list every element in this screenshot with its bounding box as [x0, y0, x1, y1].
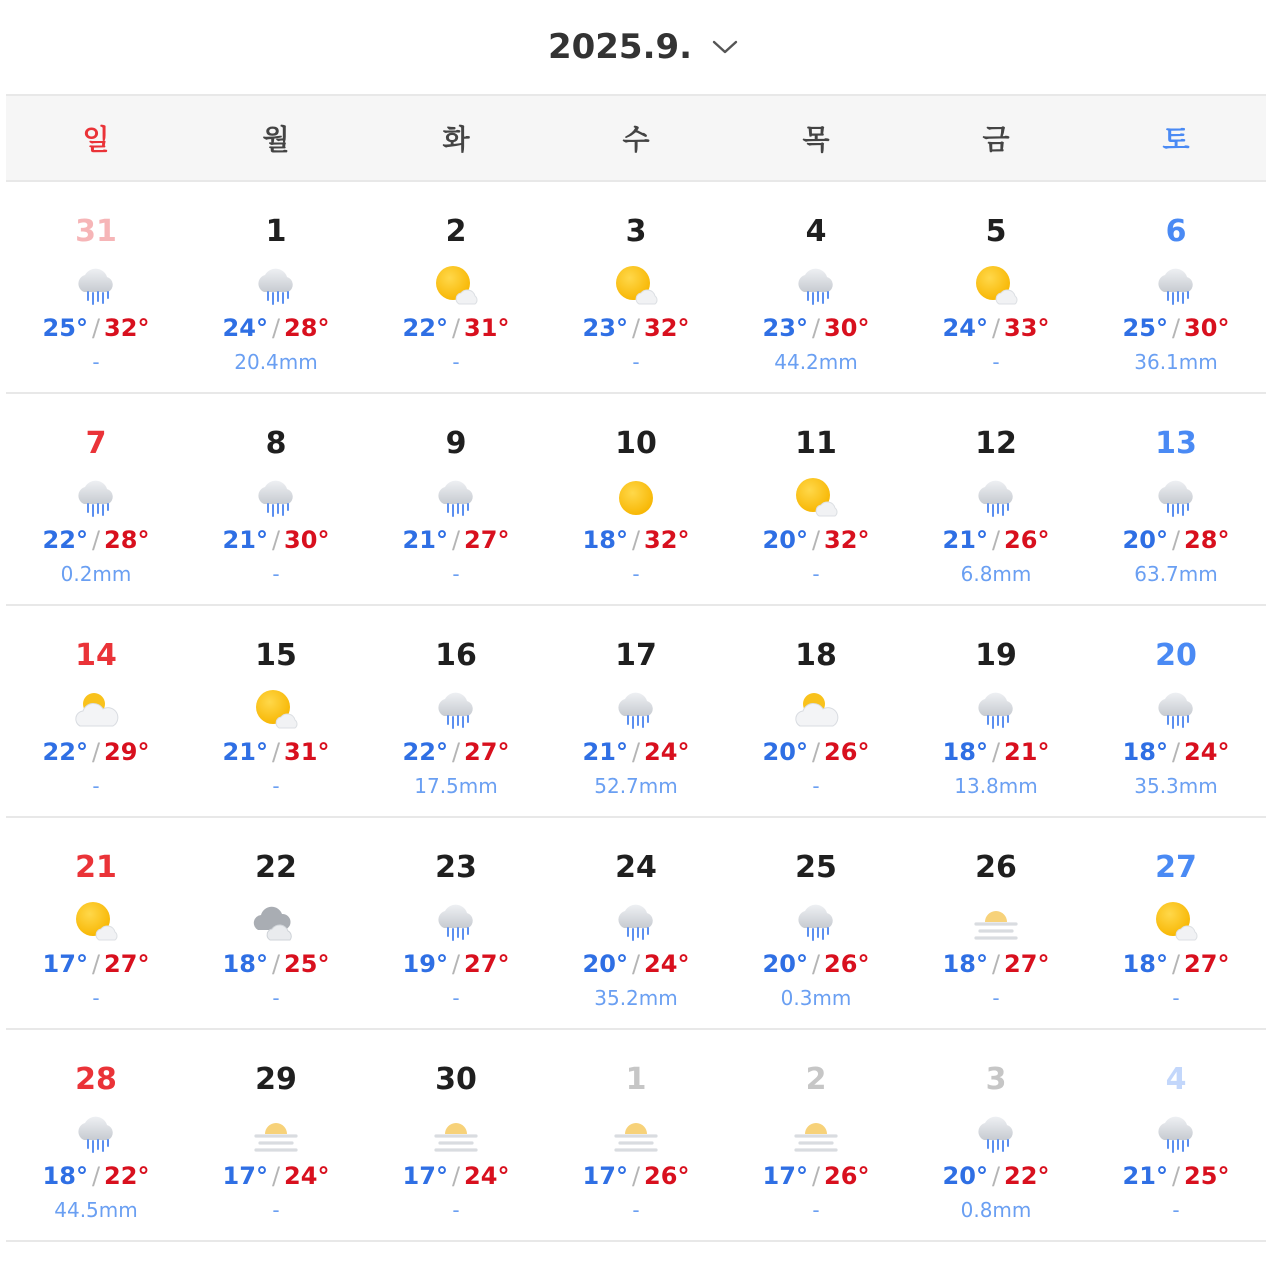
temperature-range	[6, 949, 186, 979]
temp-separator: /	[811, 738, 821, 766]
precipitation: 17.5mm	[414, 774, 498, 798]
day-cell[interactable]	[906, 818, 1086, 1028]
min-temp: 19°	[402, 950, 448, 978]
precipitation: 0.3mm	[780, 986, 852, 1010]
day-number: 1	[265, 214, 287, 249]
min-temp: 18°	[942, 738, 988, 766]
max-temp: 26°	[1004, 526, 1050, 554]
min-temp: 22°	[402, 314, 448, 342]
rain-icon	[1152, 262, 1200, 310]
sunny-cloud-icon	[432, 262, 480, 310]
sunny-cloud-icon	[252, 686, 300, 734]
temp-separator: /	[91, 950, 101, 978]
precipitation: -	[632, 350, 640, 374]
max-temp: 24°	[1184, 738, 1230, 766]
rain-icon	[1152, 474, 1200, 522]
precipitation: 20.4mm	[234, 350, 318, 374]
cloudy-icon	[252, 898, 300, 946]
day-cell[interactable]	[1086, 606, 1266, 816]
day-cell[interactable]	[6, 394, 186, 604]
rain-icon	[72, 474, 120, 522]
week-row	[6, 394, 1266, 606]
temperature-range	[6, 313, 186, 343]
max-temp: 27°	[1004, 950, 1050, 978]
haze-icon	[252, 1110, 300, 1158]
day-cell[interactable]	[546, 182, 726, 392]
precipitation: 35.3mm	[1134, 774, 1218, 798]
min-temp: 20°	[762, 950, 808, 978]
temp-separator: /	[991, 526, 1001, 554]
rain-icon	[972, 474, 1020, 522]
precipitation: 0.8mm	[960, 1198, 1032, 1222]
day-cell[interactable]	[546, 1030, 726, 1240]
precipitation: -	[452, 562, 460, 586]
day-cell[interactable]	[186, 182, 366, 392]
max-temp: 25°	[284, 950, 330, 978]
max-temp: 27°	[464, 738, 510, 766]
min-temp: 22°	[402, 738, 448, 766]
temp-separator: /	[451, 1162, 461, 1190]
temperature-range	[546, 737, 726, 767]
precipitation: -	[812, 562, 820, 586]
min-temp: 20°	[942, 1162, 988, 1190]
temp-separator: /	[91, 526, 101, 554]
temperature-range	[726, 525, 906, 555]
max-temp: 27°	[1184, 950, 1230, 978]
day-cell[interactable]	[906, 606, 1086, 816]
max-temp: 29°	[104, 738, 150, 766]
min-temp: 23°	[582, 314, 628, 342]
temperature-range	[726, 313, 906, 343]
precipitation: -	[1172, 986, 1180, 1010]
temperature-range	[1086, 949, 1266, 979]
haze-icon	[972, 898, 1020, 946]
sunny-cloud-icon	[72, 898, 120, 946]
day-number: 26	[975, 850, 1017, 885]
min-temp: 21°	[942, 526, 988, 554]
week-row	[6, 182, 1266, 394]
temp-separator: /	[451, 738, 461, 766]
temperature-range	[906, 737, 1086, 767]
max-temp: 28°	[284, 314, 330, 342]
max-temp: 24°	[284, 1162, 330, 1190]
precipitation: -	[272, 1198, 280, 1222]
min-temp: 20°	[762, 526, 808, 554]
day-cell[interactable]	[1086, 394, 1266, 604]
temp-separator: /	[451, 314, 461, 342]
rain-icon	[72, 262, 120, 310]
max-temp: 33°	[1004, 314, 1050, 342]
min-temp: 21°	[222, 738, 268, 766]
day-number: 23	[435, 850, 477, 885]
sunny-cloud-icon	[972, 262, 1020, 310]
rain-icon	[72, 1110, 120, 1158]
min-temp: 21°	[1122, 1162, 1168, 1190]
min-temp: 21°	[222, 526, 268, 554]
day-cell[interactable]	[366, 1030, 546, 1240]
temperature-range	[546, 313, 726, 343]
precipitation: -	[632, 1198, 640, 1222]
day-number: 10	[615, 426, 657, 461]
temp-separator: /	[451, 950, 461, 978]
precipitation: -	[992, 350, 1000, 374]
max-temp: 32°	[824, 526, 870, 554]
sunny-icon	[612, 474, 660, 522]
max-temp: 24°	[644, 950, 690, 978]
min-temp: 17°	[222, 1162, 268, 1190]
precipitation: 44.2mm	[774, 350, 858, 374]
day-number: 1	[625, 1062, 647, 1097]
day-number: 17	[615, 638, 657, 673]
min-temp: 22°	[42, 738, 88, 766]
weekday-tue: 화	[442, 123, 470, 156]
day-number: 12	[975, 426, 1017, 461]
day-cell[interactable]	[186, 818, 366, 1028]
day-number: 7	[85, 426, 107, 461]
temperature-range	[6, 1161, 186, 1191]
week-row	[6, 1030, 1266, 1242]
max-temp: 26°	[824, 1162, 870, 1190]
temp-separator: /	[451, 526, 461, 554]
max-temp: 27°	[464, 950, 510, 978]
min-temp: 23°	[762, 314, 808, 342]
day-cell[interactable]	[546, 606, 726, 816]
temp-separator: /	[271, 950, 281, 978]
temperature-range	[906, 525, 1086, 555]
max-temp: 28°	[104, 526, 150, 554]
rain-icon	[792, 898, 840, 946]
temperature-range	[546, 1161, 726, 1191]
max-temp: 25°	[1184, 1162, 1230, 1190]
min-temp: 20°	[762, 738, 808, 766]
day-number: 28	[75, 1062, 117, 1097]
rain-icon	[972, 686, 1020, 734]
precipitation: -	[272, 562, 280, 586]
temp-separator: /	[1171, 738, 1181, 766]
rain-icon	[252, 474, 300, 522]
haze-icon	[432, 1110, 480, 1158]
precipitation: -	[452, 1198, 460, 1222]
rain-icon	[1152, 686, 1200, 734]
precipitation: 6.8mm	[960, 562, 1032, 586]
day-number: 25	[795, 850, 837, 885]
min-temp: 18°	[222, 950, 268, 978]
day-number: 30	[435, 1062, 477, 1097]
temperature-range	[186, 737, 366, 767]
day-number: 2	[805, 1062, 827, 1097]
day-cell[interactable]	[726, 1030, 906, 1240]
temp-separator: /	[811, 314, 821, 342]
max-temp: 31°	[464, 314, 510, 342]
rain-icon	[252, 262, 300, 310]
day-number: 20	[1155, 638, 1197, 673]
calendar-grid	[6, 182, 1266, 1242]
temp-separator: /	[1171, 314, 1181, 342]
temp-separator: /	[91, 314, 101, 342]
day-cell[interactable]	[366, 182, 546, 392]
month-title: 2025.9.	[547, 27, 693, 67]
temp-separator: /	[631, 950, 641, 978]
rain-icon	[612, 898, 660, 946]
temperature-range	[186, 313, 366, 343]
precipitation: -	[812, 774, 820, 798]
sunny-cloud-icon	[792, 474, 840, 522]
max-temp: 30°	[284, 526, 330, 554]
precipitation: -	[272, 986, 280, 1010]
max-temp: 26°	[824, 738, 870, 766]
temperature-range	[1086, 313, 1266, 343]
temperature-range	[366, 313, 546, 343]
temperature-range	[6, 525, 186, 555]
day-cell[interactable]	[366, 818, 546, 1028]
temperature-range	[1086, 1161, 1266, 1191]
weekday-thu: 목	[802, 123, 830, 156]
temperature-range	[1086, 525, 1266, 555]
haze-icon	[792, 1110, 840, 1158]
max-temp: 30°	[824, 314, 870, 342]
temperature-range	[726, 949, 906, 979]
day-cell[interactable]	[1086, 182, 1266, 392]
precipitation: -	[632, 562, 640, 586]
day-number: 5	[985, 214, 1007, 249]
temp-separator: /	[1171, 526, 1181, 554]
day-number: 21	[75, 850, 117, 885]
temp-separator: /	[91, 1162, 101, 1190]
day-number: 14	[75, 638, 117, 673]
min-temp: 18°	[942, 950, 988, 978]
day-number: 31	[75, 214, 117, 249]
day-number: 2	[445, 214, 467, 249]
max-temp: 27°	[104, 950, 150, 978]
day-number: 3	[625, 214, 647, 249]
day-cell[interactable]	[906, 394, 1086, 604]
max-temp: 32°	[104, 314, 150, 342]
temperature-range	[186, 525, 366, 555]
rain-icon	[972, 1110, 1020, 1158]
day-cell[interactable]	[1086, 1030, 1266, 1240]
day-number: 27	[1155, 850, 1197, 885]
temp-separator: /	[631, 526, 641, 554]
precipitation: 13.8mm	[954, 774, 1038, 798]
min-temp: 21°	[582, 738, 628, 766]
temperature-range	[186, 1161, 366, 1191]
temperature-range	[186, 949, 366, 979]
weekday-sat: 토	[1162, 123, 1190, 156]
temperature-range	[366, 1161, 546, 1191]
temp-separator: /	[991, 1162, 1001, 1190]
temperature-range	[906, 313, 1086, 343]
day-cell[interactable]	[546, 818, 726, 1028]
max-temp: 27°	[464, 526, 510, 554]
calendar-header	[0, 0, 1288, 94]
temp-separator: /	[631, 738, 641, 766]
precipitation: -	[812, 1198, 820, 1222]
precipitation: 63.7mm	[1134, 562, 1218, 586]
temperature-range	[1086, 737, 1266, 767]
min-temp: 18°	[42, 1162, 88, 1190]
min-temp: 21°	[402, 526, 448, 554]
day-number: 4	[1165, 1062, 1187, 1097]
precipitation: 44.5mm	[54, 1198, 138, 1222]
day-cell[interactable]	[186, 1030, 366, 1240]
weather-calendar	[6, 94, 1266, 1242]
precipitation: 35.2mm	[594, 986, 678, 1010]
min-temp: 24°	[222, 314, 268, 342]
min-temp: 20°	[582, 950, 628, 978]
precipitation: 0.2mm	[60, 562, 132, 586]
precipitation: -	[1172, 1198, 1180, 1222]
min-temp: 24°	[942, 314, 988, 342]
max-temp: 28°	[1184, 526, 1230, 554]
temperature-range	[366, 949, 546, 979]
week-row	[6, 606, 1266, 818]
temp-separator: /	[811, 950, 821, 978]
day-number: 3	[985, 1062, 1007, 1097]
temperature-range	[906, 949, 1086, 979]
sunny-cloud-icon	[612, 262, 660, 310]
day-cell[interactable]	[6, 182, 186, 392]
temperature-range	[726, 737, 906, 767]
min-temp: 17°	[42, 950, 88, 978]
max-temp: 26°	[644, 1162, 690, 1190]
day-number: 24	[615, 850, 657, 885]
precipitation: -	[272, 774, 280, 798]
rain-icon	[432, 686, 480, 734]
max-temp: 32°	[644, 526, 690, 554]
day-cell[interactable]	[726, 394, 906, 604]
max-temp: 22°	[1004, 1162, 1050, 1190]
min-temp: 18°	[582, 526, 628, 554]
weekday-wed: 수	[622, 123, 650, 156]
temperature-range	[6, 737, 186, 767]
day-cell[interactable]	[366, 606, 546, 816]
day-cell[interactable]	[726, 818, 906, 1028]
temp-separator: /	[991, 738, 1001, 766]
haze-icon	[612, 1110, 660, 1158]
weekday-mon: 월	[262, 123, 290, 156]
day-cell[interactable]	[906, 1030, 1086, 1240]
temp-separator: /	[631, 1162, 641, 1190]
day-number: 4	[805, 214, 827, 249]
temp-separator: /	[811, 526, 821, 554]
day-number: 15	[255, 638, 297, 673]
rain-icon	[612, 686, 660, 734]
temperature-range	[726, 1161, 906, 1191]
day-number: 29	[255, 1062, 297, 1097]
min-temp: 18°	[1122, 738, 1168, 766]
max-temp: 30°	[1184, 314, 1230, 342]
temp-separator: /	[271, 314, 281, 342]
rain-icon	[1152, 1110, 1200, 1158]
temperature-range	[366, 737, 546, 767]
weekday-sun: 일	[82, 123, 110, 156]
day-cell[interactable]	[906, 182, 1086, 392]
temp-separator: /	[271, 526, 281, 554]
temp-separator: /	[1171, 1162, 1181, 1190]
day-cell[interactable]	[186, 394, 366, 604]
max-temp: 24°	[464, 1162, 510, 1190]
week-row	[6, 818, 1266, 1030]
precipitation: 36.1mm	[1134, 350, 1218, 374]
temp-separator: /	[991, 950, 1001, 978]
precipitation: 52.7mm	[594, 774, 678, 798]
day-cell[interactable]	[726, 606, 906, 816]
day-number: 9	[445, 426, 467, 461]
precipitation: -	[92, 350, 100, 374]
sunny-cloud-icon	[1152, 898, 1200, 946]
min-temp: 17°	[402, 1162, 448, 1190]
temp-separator: /	[991, 314, 1001, 342]
day-cell[interactable]	[6, 1030, 186, 1240]
day-cell[interactable]	[1086, 818, 1266, 1028]
min-temp: 25°	[1122, 314, 1168, 342]
temperature-range	[546, 949, 726, 979]
min-temp: 25°	[42, 314, 88, 342]
temp-separator: /	[271, 1162, 281, 1190]
temp-separator: /	[1171, 950, 1181, 978]
max-temp: 21°	[1004, 738, 1050, 766]
day-number: 11	[795, 426, 837, 461]
rain-icon	[792, 262, 840, 310]
temp-separator: /	[631, 314, 641, 342]
partly-cloudy-icon	[792, 686, 840, 734]
max-temp: 22°	[104, 1162, 150, 1190]
day-cell[interactable]	[186, 606, 366, 816]
max-temp: 24°	[644, 738, 690, 766]
day-cell[interactable]	[6, 606, 186, 816]
max-temp: 32°	[644, 314, 690, 342]
temp-separator: /	[811, 1162, 821, 1190]
temperature-range	[906, 1161, 1086, 1191]
day-number: 8	[265, 426, 287, 461]
day-cell[interactable]	[366, 394, 546, 604]
weekday-header	[6, 94, 1266, 182]
max-temp: 26°	[824, 950, 870, 978]
precipitation: -	[92, 986, 100, 1010]
day-number: 6	[1165, 214, 1187, 249]
partly-cloudy-icon	[72, 686, 120, 734]
temp-separator: /	[91, 738, 101, 766]
min-temp: 17°	[582, 1162, 628, 1190]
rain-icon	[432, 898, 480, 946]
day-number: 18	[795, 638, 837, 673]
day-number: 19	[975, 638, 1017, 673]
min-temp: 22°	[42, 526, 88, 554]
precipitation: -	[992, 986, 1000, 1010]
precipitation: -	[452, 986, 460, 1010]
day-cell[interactable]	[726, 182, 906, 392]
max-temp: 31°	[284, 738, 330, 766]
temperature-range	[546, 525, 726, 555]
day-number: 22	[255, 850, 297, 885]
day-cell[interactable]	[6, 818, 186, 1028]
temp-separator: /	[271, 738, 281, 766]
min-temp: 17°	[762, 1162, 808, 1190]
day-number: 13	[1155, 426, 1197, 461]
rain-icon	[432, 474, 480, 522]
min-temp: 20°	[1122, 526, 1168, 554]
precipitation: -	[452, 350, 460, 374]
weekday-fri: 금	[982, 123, 1010, 156]
precipitation: -	[92, 774, 100, 798]
day-cell[interactable]	[546, 394, 726, 604]
day-number: 16	[435, 638, 477, 673]
min-temp: 18°	[1122, 950, 1168, 978]
temperature-range	[366, 525, 546, 555]
chevron-down-icon[interactable]	[710, 32, 740, 62]
